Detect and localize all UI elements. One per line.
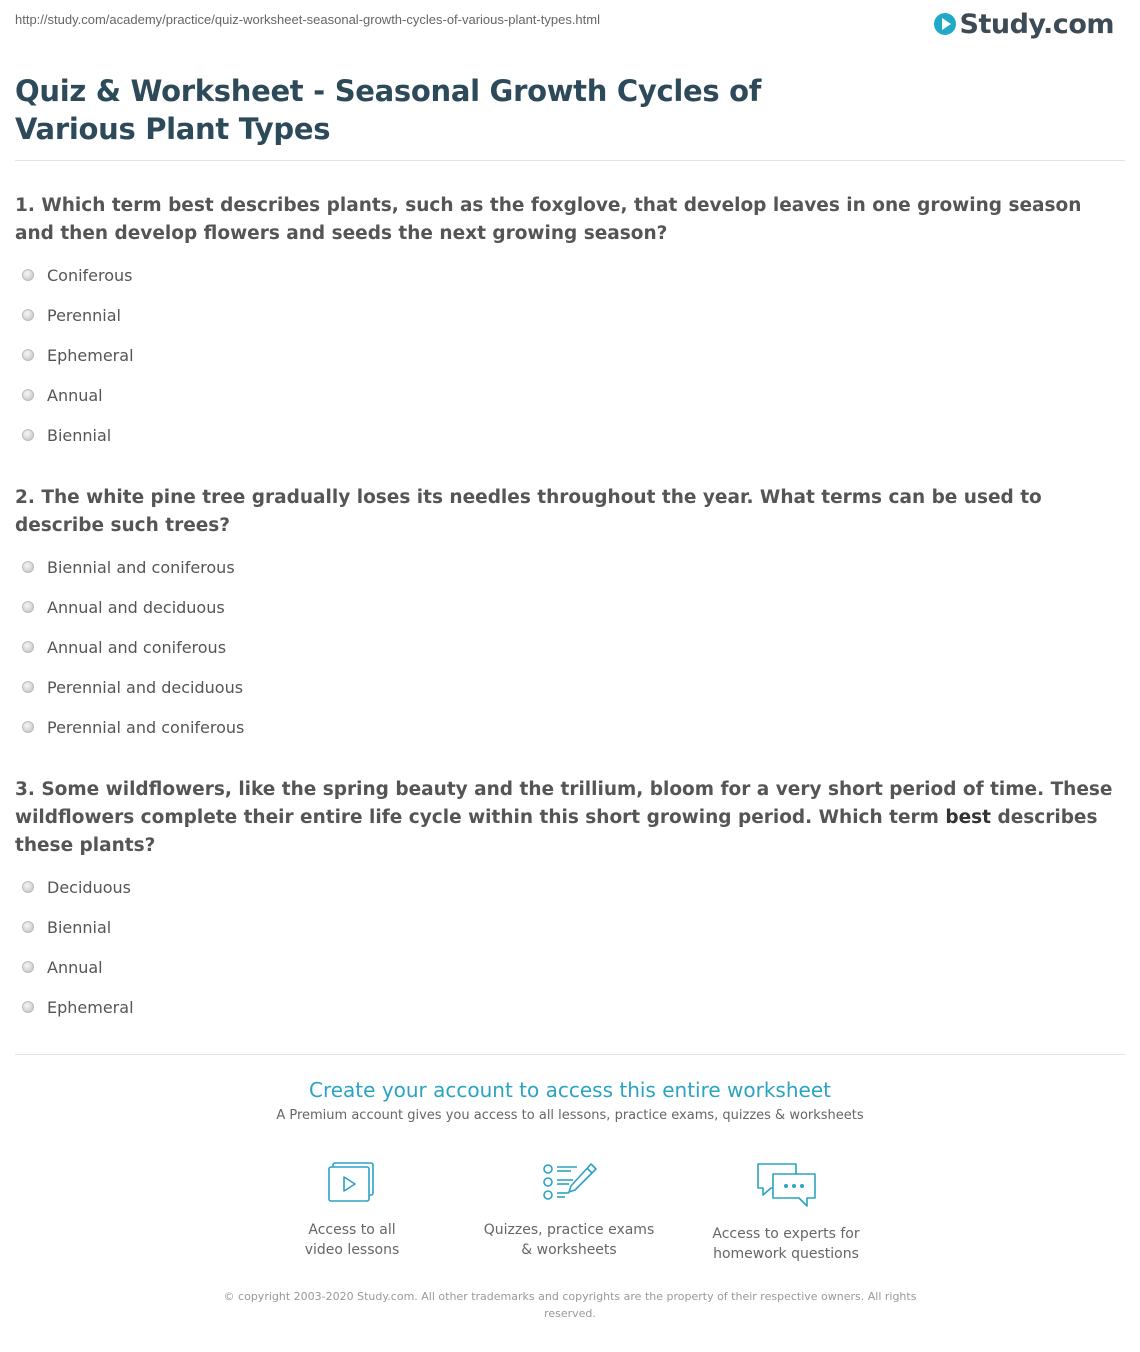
radio-button[interactable] (22, 389, 34, 401)
question-1-text: 1. Which term best describes plants, such as the foxglove, that develop leaves in one growing season and then develop flowers and seeds the next growing season? (15, 195, 1082, 244)
answer-label: Perennial and deciduous (47, 677, 244, 697)
question-3-emphasis: best (945, 807, 992, 828)
question-3-options (22, 867, 134, 1027)
answer-option[interactable] (22, 547, 244, 587)
radio-button[interactable] (22, 1001, 34, 1013)
answer-label: Coniferous (47, 265, 133, 285)
question-3-text-part: describes these plants? (15, 807, 1098, 856)
answer-option[interactable] (22, 947, 134, 987)
answer-option[interactable] (22, 987, 134, 1027)
chat-bubbles-icon (753, 1160, 819, 1210)
answer-option[interactable] (22, 627, 244, 667)
radio-button[interactable] (22, 681, 34, 693)
radio-button[interactable] (22, 921, 34, 933)
video-lessons-icon (324, 1160, 380, 1206)
radio-button[interactable] (22, 309, 34, 321)
answer-option[interactable] (22, 867, 134, 907)
answer-label: Deciduous (47, 877, 131, 897)
page-title: Quiz & Worksheet - Seasonal Growth Cycles of Various Plant Types (15, 74, 762, 146)
radio-button[interactable] (22, 641, 34, 653)
feature-label-line: Access to experts for (712, 1226, 860, 1242)
answer-label: Ephemeral (47, 997, 134, 1017)
brand-name: Study.com (959, 8, 1114, 40)
quiz-checklist-icon (539, 1160, 599, 1206)
answer-option[interactable] (22, 375, 134, 415)
answer-label: Biennial (47, 425, 112, 445)
feature-quizzes (469, 1160, 669, 1260)
answer-option[interactable] (22, 415, 134, 455)
feature-label-line: Access to all (308, 1222, 396, 1238)
divider (15, 1054, 1125, 1055)
radio-button[interactable] (22, 601, 34, 613)
answer-label: Annual and coniferous (47, 637, 227, 657)
promo-subtitle: A Premium account gives you access to all lessons, practice exams, quizzes & worksheets (276, 1108, 864, 1123)
radio-button[interactable] (22, 721, 34, 733)
answer-label: Annual (47, 385, 103, 405)
answer-option[interactable] (22, 907, 134, 947)
feature-label-line: video lessons (304, 1242, 400, 1258)
feature-video-lessons (252, 1160, 452, 1260)
answer-label: Annual (47, 957, 103, 977)
answer-option[interactable] (22, 587, 244, 627)
radio-button[interactable] (22, 961, 34, 973)
radio-button[interactable] (22, 881, 34, 893)
question-2-options (22, 547, 244, 747)
radio-button[interactable] (22, 561, 34, 573)
answer-label: Perennial (47, 305, 121, 325)
page-url: http://study.com/academy/practice/quiz-worksheet-seasonal-growth-cycles-of-various-plant-types.html (15, 12, 600, 27)
study-logo[interactable] (934, 7, 1114, 41)
play-circle-icon (934, 13, 956, 35)
feature-label-line: homework questions (713, 1246, 859, 1262)
answer-option[interactable] (22, 295, 134, 335)
answer-option[interactable] (22, 707, 244, 747)
radio-button[interactable] (22, 269, 34, 281)
question-3-text-part: 3. Some wildflowers, like the spring beauty and the trillium, bloom for a very short period of time. These wildflowers complete their entire life cycle within this short growing period. Which term (15, 779, 1113, 828)
radio-button[interactable] (22, 349, 34, 361)
answer-label: Biennial and coniferous (47, 557, 235, 577)
create-account-link[interactable]: Create your account to access this entire worksheet (309, 1078, 831, 1102)
answer-label: Biennial (47, 917, 112, 937)
feature-experts (686, 1160, 886, 1264)
question-2-text: 2. The white pine tree gradually loses its needles throughout the year. What terms can be used to describe such trees? (15, 487, 1042, 536)
answer-label: Annual and deciduous (47, 597, 225, 617)
answer-option[interactable] (22, 255, 134, 295)
question-3-text (15, 776, 1125, 860)
answer-label: Perennial and coniferous (47, 717, 245, 737)
divider (15, 160, 1125, 161)
answer-option[interactable] (22, 335, 134, 375)
feature-label-line: Quizzes, practice exams (483, 1222, 655, 1238)
copyright-text: © copyright 2003-2020 Study.com. All other trademarks and copyrights are the property of their respective owners. All rights reserved. (223, 1290, 917, 1320)
answer-option[interactable] (22, 667, 244, 707)
question-1-options (22, 255, 134, 455)
radio-button[interactable] (22, 429, 34, 441)
feature-label-line: & worksheets (521, 1242, 617, 1258)
answer-label: Ephemeral (47, 345, 134, 365)
